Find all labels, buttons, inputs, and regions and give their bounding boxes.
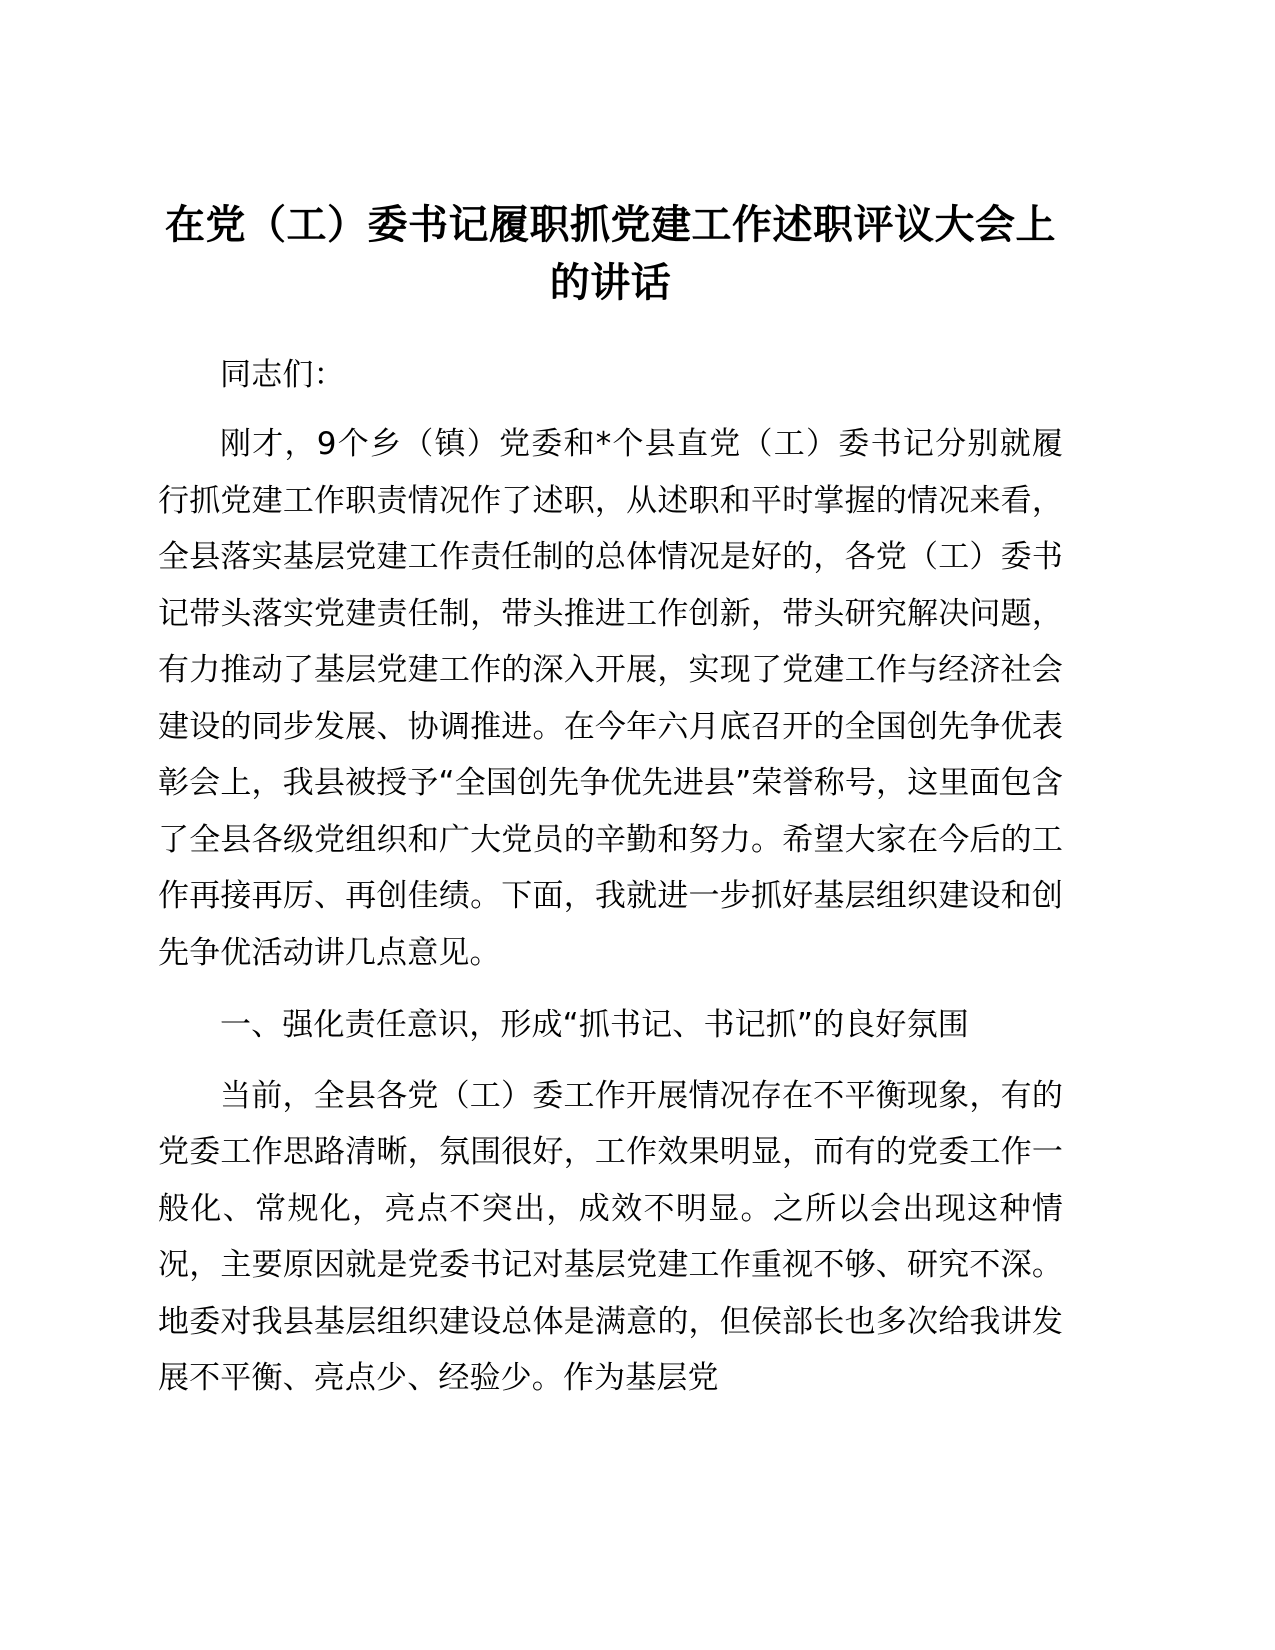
body-paragraph-1: 刚才，9个乡（镇）党委和*个县直党（工）委书记分别就履行抓党建工作职责情况作了述职，从述职和平时掌握的情况来看，全县落实基层党建工作责任制的总体情况是好的，各党（工）委书记带头落实党建责任制，带头推进工作创新，带头研究解决问题，有力推动了基层党建工作的深入开展，实现了党建工作与经济社会建设的同步发展、协调推进。在今年六月底召开的全国创先争优表彰会上，我县被授予“全国创先争优先进县”荣誉称号，这里面包含了全县各级党组织和广大党员的辛勤和努力。希望大家在今后的工作再接再厉、再创佳绩。下面，我就进一步抓好基层组织建设和创先争优活动讲几点意见。 bbox=[158, 426, 1063, 971]
section-heading-1: 一、强化责任意识，形成“抓书记、书记抓”的良好氛围 bbox=[220, 1007, 969, 1043]
body-paragraph-2: 当前，全县各党（工）委工作开展情况存在不平衡现象，有的党委工作思路清晰，氛围很好，工作效果明显，而有的党委工作一般化、常规化，亮点不突出，成效不明显。之所以会出现这种情况，主要原因就是党委书记对基层党建工作重视不够、研究不深。地委对我县基层组织建设总体是满意的，但侯部长也多次给我讲发展不平衡、亮点少、经验少。作为基层党 bbox=[158, 1077, 1063, 1396]
page-text-column bbox=[158, 0, 1063, 1407]
page-title: 在党（工）委书记履职抓党建工作述职评议大会上的讲话 bbox=[165, 202, 1056, 306]
salutation-line: 同志们： bbox=[220, 357, 345, 393]
